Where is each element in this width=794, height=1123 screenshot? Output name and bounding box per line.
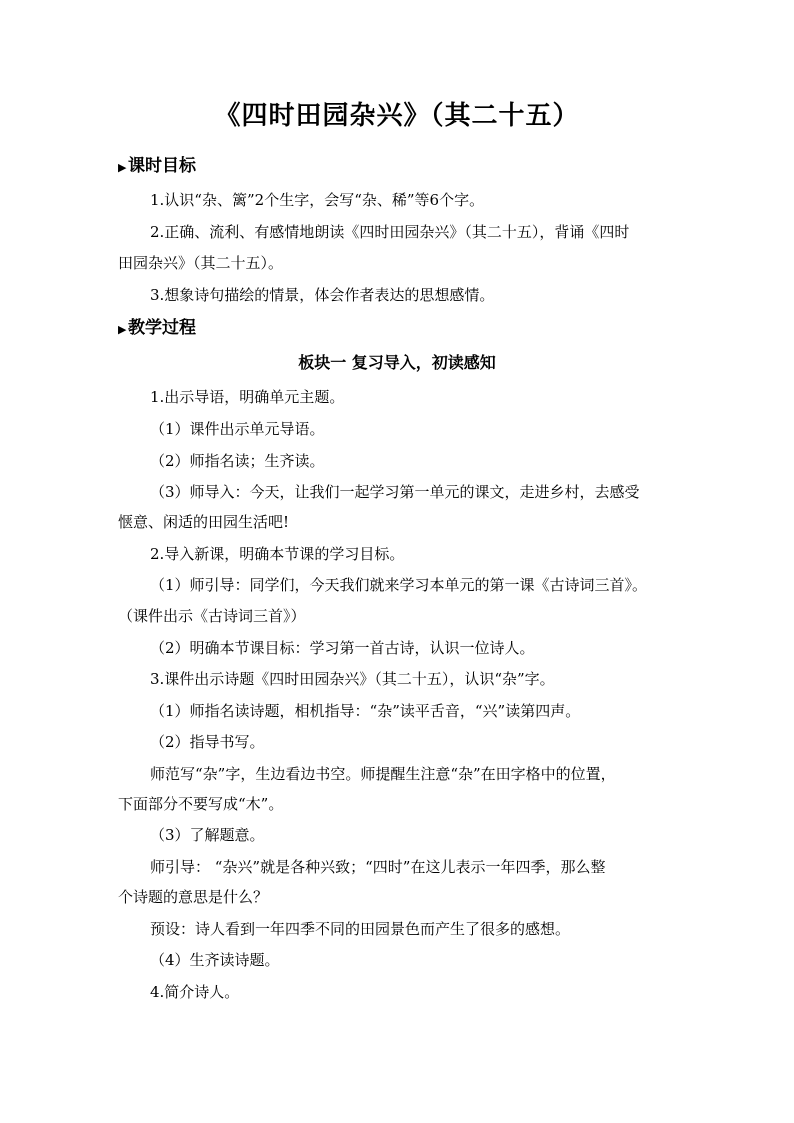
paragraph-line: 预设：诗人看到一年四季不同的田园景色而产生了很多的感想。 — [150, 920, 571, 938]
paragraph-line: （3）师导入：今天，让我们一起学习第一单元的课文，走进乡村，去感受 — [150, 483, 640, 501]
triangle-bullet-icon: ▶ — [118, 323, 127, 336]
paragraph-line: 1.认识“杂、篱”2个生字，会写“杂、稀”等6个字。 — [150, 191, 485, 209]
paragraph-line: 个诗题的意思是什么？ — [118, 888, 269, 906]
paragraph-line: 田园杂兴》（其二十五）。 — [118, 254, 284, 272]
paragraph-line: （2）指导书写。 — [150, 733, 265, 751]
triangle-bullet-icon: ▶ — [118, 161, 127, 174]
paragraph-line: （2）师指名读；生齐读。 — [150, 452, 325, 470]
paragraph-line: （课件出示《古诗词三首》） — [118, 607, 306, 625]
paragraph-line: 师范写“杂”字，生边看边书空。师提醒生注意“杂”在田字格中的位置， — [150, 765, 616, 783]
section-heading-goals — [118, 154, 196, 180]
paragraph-line: 下面部分不要写成“木”。 — [118, 795, 284, 813]
paragraph-line: 2.正确、流利、有感情地朗读《四时田园杂兴》（其二十五），背诵《四时 — [150, 223, 630, 241]
section-heading-process — [118, 316, 196, 342]
paragraph-line: 师引导： “杂兴”就是各种兴致；“四时”在这儿表示一年四季，那么整 — [150, 858, 606, 876]
paragraph-line: （1）师引导：同学们，今天我们就来学习本单元的第一课《古诗词三首》。 — [150, 576, 648, 594]
paragraph-line: （1）课件出示单元导语。 — [150, 420, 325, 438]
paragraph-line: （1）师指名读诗题，相机指导：“杂”读平舌音，“兴”读第四声。 — [150, 702, 581, 720]
block-title: 板块一 复习导入，初读感知 — [298, 353, 496, 372]
paragraph-line: 3.课件出示诗题《四时田园杂兴》（其二十五），认识“杂”字。 — [150, 670, 555, 688]
paragraph-line: 1.出示导语，明确单元主题。 — [150, 388, 345, 406]
paragraph-line: （2）明确本节课目标：学习第一首古诗，认识一位诗人。 — [150, 639, 535, 657]
section-heading-label: 课时目标 — [128, 156, 196, 176]
paragraph-line: （3）了解题意。 — [150, 826, 265, 844]
paragraph-line: （4）生齐读诗题。 — [150, 951, 280, 969]
section-heading-label: 教学过程 — [128, 318, 196, 338]
paragraph-line: 惬意、闲适的田园生活吧! — [118, 513, 290, 531]
paragraph-line: 2.导入新课，明确本节课的学习目标。 — [150, 545, 405, 563]
paragraph-line: 3.想象诗句描绘的情景，体会作者表达的思想感情。 — [150, 286, 495, 304]
document-title: 《四时田园杂兴》（其二十五） — [214, 101, 580, 131]
paragraph-line: 4.简介诗人。 — [150, 983, 240, 1001]
